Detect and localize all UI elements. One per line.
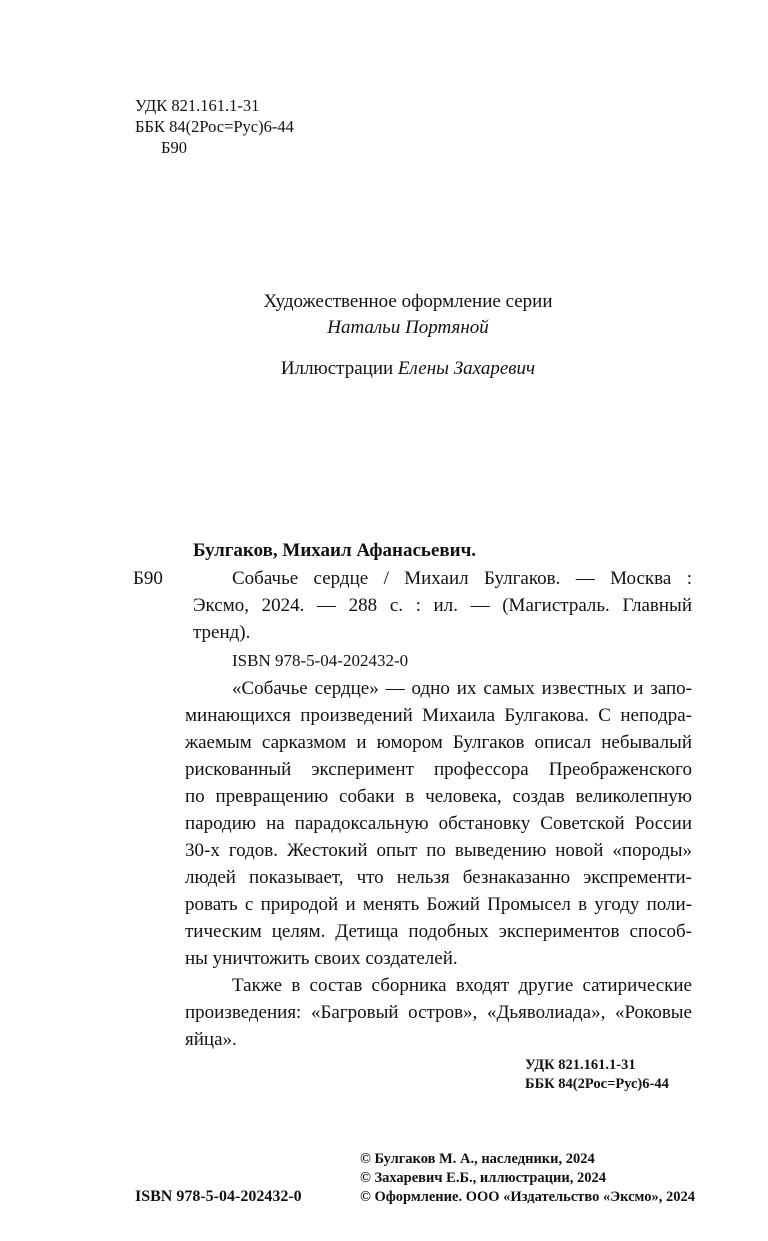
bib-line: Эксмо, 2024. — 288 с. : ил. — (Магистраль. Главный xyxy=(193,595,692,616)
bib-code: Б90 xyxy=(133,568,163,589)
annotation-line: жаемым сарказмом и юмором Булгаков описал небывалый xyxy=(185,732,692,753)
annotation-line: яйца». xyxy=(185,1029,237,1050)
illustrator-name: Елены Захаревич xyxy=(397,358,536,379)
classification-bbk: ББК 84(2Рос=Рус)6-44 xyxy=(525,1076,669,1092)
illustration-label: Иллюстрации xyxy=(280,358,394,379)
annotation-line: ровать с природой и менять Божий Промысел в угоду поли- xyxy=(185,894,692,915)
annotation-line: минающихся произведений Михаила Булгакова. С неподра- xyxy=(185,705,692,726)
annotation-line: по превращению собаки в человека, создав великолепную xyxy=(185,786,692,807)
annotation-line: 30-х годов. Жестокий опыт по выведению новой «породы» xyxy=(185,840,692,861)
bib-line: Собачье сердце / Михаил Булгаков. — Москва : xyxy=(232,568,692,589)
annotation-line: Также в состав сборника входят другие сатирические xyxy=(232,975,692,996)
header-bbk: ББК 84(2Рос=Рус)6-44 xyxy=(135,117,294,136)
annotation-line: рискованный эксперимент профессора Преображенского xyxy=(185,759,692,780)
annotation-line: пародию на парадоксальную обстановку Советской России xyxy=(185,813,692,834)
bib-author: Булгаков, Михаил Афанасьевич. xyxy=(193,540,477,561)
classification-udk: УДК 821.161.1-31 xyxy=(525,1057,636,1073)
annotation-line: ны уничтожить своих создателей. xyxy=(185,948,458,969)
annotation-line: людей показывает, что нельзя безнаказанно экспременти- xyxy=(185,867,692,888)
illustration-credit xyxy=(0,359,768,378)
footer-isbn: ISBN 978-5-04-202432-0 xyxy=(135,1188,302,1205)
annotation-line: тическим целям. Детища подобных экспериментов способ- xyxy=(185,921,692,942)
copyright-line: © Булгаков М. А., наследники, 2024 xyxy=(360,1151,595,1167)
annotation-line: произведения: «Багровый остров», «Дьяволиада», «Роковые xyxy=(185,1002,692,1023)
header-udk: УДК 821.161.1-31 xyxy=(135,96,260,115)
header-code: Б90 xyxy=(161,138,187,157)
copyright-line: © Захаревич Е.Б., иллюстрации, 2024 xyxy=(360,1170,606,1186)
annotation-line: «Собачье сердце» — одно их самых известных и запо- xyxy=(232,678,692,699)
design-credit-name: Натальи Портяной xyxy=(327,317,489,338)
design-credit-label: Художественное оформление серии xyxy=(263,291,553,312)
copyright-line: © Оформление. ООО «Издательство «Эксмо», 2024 xyxy=(360,1189,695,1205)
bib-isbn: ISBN 978-5-04-202432-0 xyxy=(232,651,409,670)
bib-line: тренд). xyxy=(193,622,251,643)
